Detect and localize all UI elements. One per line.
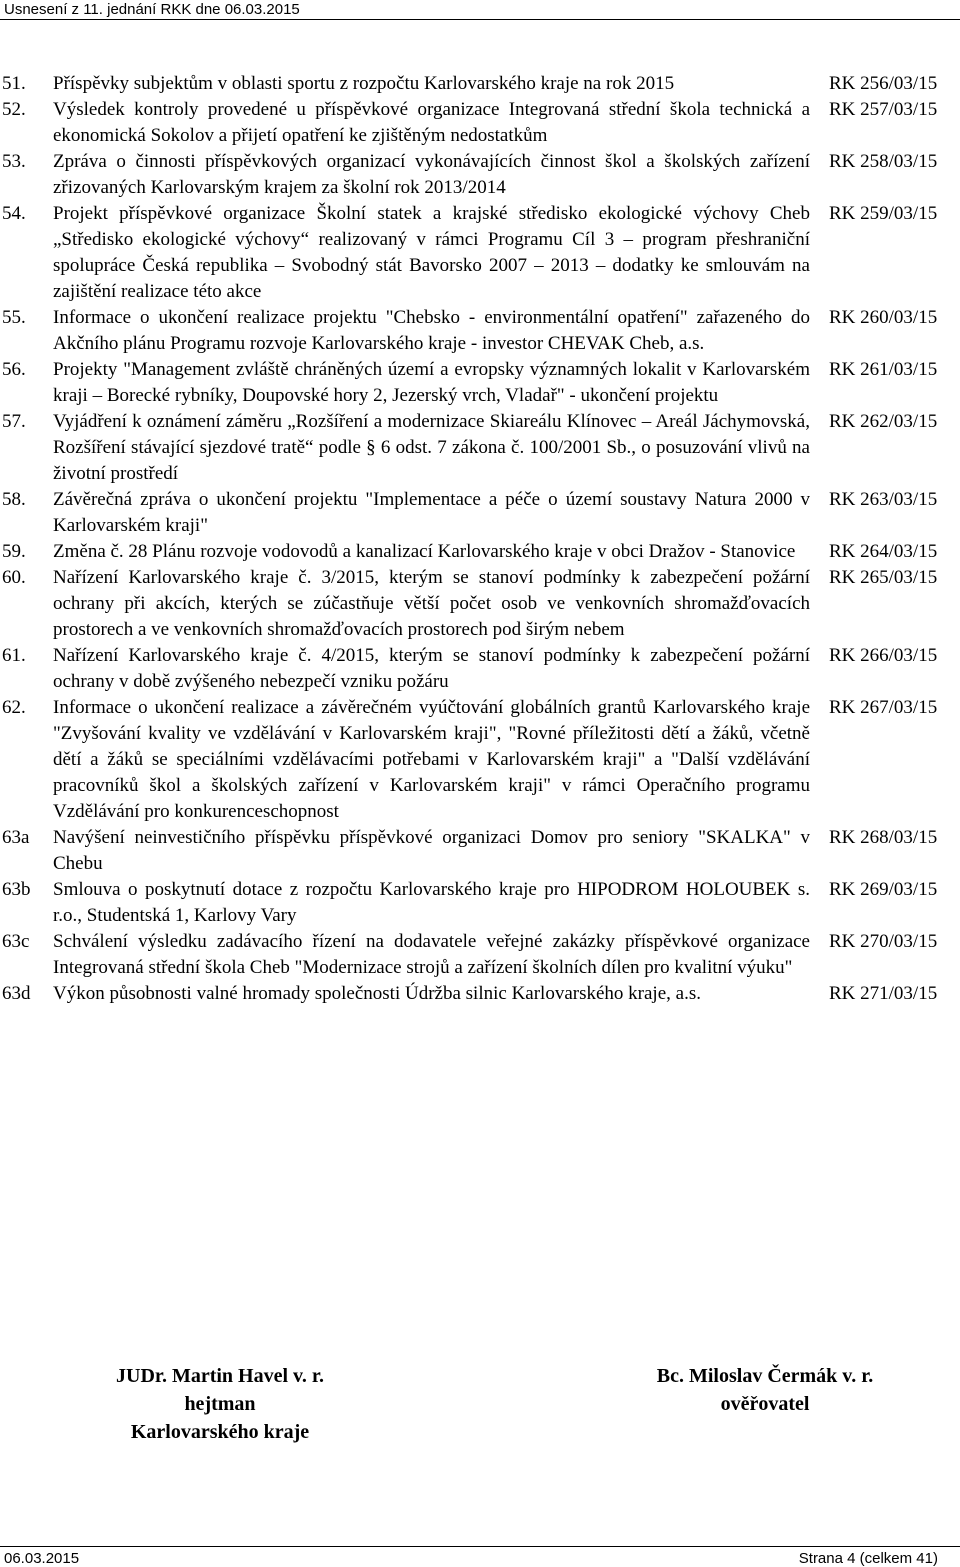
- item-title: Vyjádření k oznámení záměru „Rozšíření a modernizace Skiareálu Klínovec – Areál Jáchymovská, Rozšíření stávající sjezdové tratě“ podle § 6 odst. 7 zákona č. 100/2001 Sb., o posuzování vlivů na životní prostředí: [53, 411, 810, 484]
- resolution-item: [0, 201, 960, 305]
- item-resolution-ref: RK 266/03/15: [829, 645, 938, 666]
- item-resolution-ref: RK 269/03/15: [829, 879, 938, 900]
- signatory-name: Bc. Miloslav Čermák v. r.: [656, 1365, 874, 1387]
- resolution-item: [0, 97, 960, 149]
- item-resolution-ref: RK 263/03/15: [829, 489, 938, 510]
- item-number: 51.: [2, 73, 26, 94]
- item-number: 63a: [2, 827, 30, 848]
- signatory-name: JUDr. Martin Havel v. r.: [116, 1365, 324, 1387]
- item-title: Informace o ukončení realizace a závěrečném vyúčtování globálních grantů Karlovarského kraje "Zvyšování kvality ve vzdělávání v Karlovarském kraji", "Rovné příležitosti dětí a žáků, včetně dětí a žáků se speciálními vzdělávacími potřebami v Karlovarském kraji" a "Další vzdělávání pracovníků škol a školských zařízení v Karlovarském kraji" v rámci Operačního programu Vzdělávání pro konkurenceschopnost: [53, 697, 810, 822]
- item-resolution-ref: RK 265/03/15: [829, 567, 938, 588]
- item-number: 61.: [2, 645, 26, 666]
- item-resolution-ref: RK 260/03/15: [829, 307, 938, 328]
- signatory-role: hejtman: [184, 1393, 256, 1415]
- signature-block-left: [60, 1362, 380, 1446]
- item-title: Projekty "Management zvláště chráněných území a evropsky významných lokalit v Karlovarském kraji – Borecké rybníky, Doupovské hory 2, Jezerský vrch, Vladař" - ukončení projektu: [53, 359, 810, 406]
- item-number: 63b: [2, 879, 31, 900]
- item-number: 53.: [2, 151, 26, 172]
- item-title: Projekt příspěvkové organizace Školní statek a krajské středisko ekologické výchovy Cheb „Středisko ekologické výchovy“ realizovaný v rámci Programu Cíl 3 – program přeshraniční spolupráce Česká republika – Svobodný stát Bavorsko 2007 – 2013 – dodatky ke smlouvám na zajištění realizace této akce: [53, 203, 810, 302]
- resolution-item: [0, 877, 960, 929]
- resolution-item: [0, 929, 960, 981]
- item-title: Výsledek kontroly provedené u příspěvkové organizace Integrovaná střední škola technická a ekonomická Sokolov a přijetí opatření ke zjištěným nedostatkům: [53, 99, 810, 146]
- page-number: Strana 4 (celkem 41): [798, 1550, 938, 1567]
- item-title: Nařízení Karlovarského kraje č. 3/2015, kterým se stanoví podmínky k zabezpečení požární ochrany při akcích, kterých se zúčastňuje větší počet osob ve venkovních shromažďovacích prostorech a ve venkovních shromažďovacích prostorech pod širým nebem: [53, 567, 810, 640]
- header-title: Usnesení z 11. jednání RKK dne 06.03.2015: [4, 1, 300, 18]
- item-title: Výkon působnosti valné hromady společnosti Údržba silnic Karlovarského kraje, a.s.: [53, 983, 701, 1004]
- item-number: 59.: [2, 541, 26, 562]
- item-number: 63c: [2, 931, 30, 952]
- resolution-item: [0, 643, 960, 695]
- resolution-list: [0, 71, 960, 1007]
- page-header: [0, 0, 960, 22]
- resolution-item: [0, 305, 960, 357]
- page-footer: [0, 1538, 960, 1567]
- item-title: Změna č. 28 Plánu rozvoje vodovodů a kanalizací Karlovarského kraje v obci Dražov - Stanovice: [53, 541, 796, 562]
- resolution-item: [0, 409, 960, 487]
- item-resolution-ref: RK 264/03/15: [829, 541, 938, 562]
- item-number: 52.: [2, 99, 26, 120]
- item-resolution-ref: RK 256/03/15: [829, 73, 938, 94]
- resolution-item: [0, 981, 960, 1007]
- item-title: Navýšení neinvestičního příspěvku příspěvkové organizaci Domov pro seniory "SKALKA" v Chebu: [53, 827, 810, 874]
- resolution-item: [0, 565, 960, 643]
- item-number: 54.: [2, 203, 26, 224]
- item-title: Nařízení Karlovarského kraje č. 4/2015, kterým se stanoví podmínky k zabezpečení požární ochrany v době zvýšeného nebezpečí vzniku požáru: [53, 645, 810, 692]
- item-number: 55.: [2, 307, 26, 328]
- header-divider: [0, 19, 960, 20]
- item-title: Schválení výsledku zadávacího řízení na dodavatele veřejné zakázky příspěvkové organizace Integrovaná střední škola Cheb "Modernizace strojů a zařízení školních dílen pro kvalitní výuku": [53, 931, 810, 978]
- resolution-item: [0, 825, 960, 877]
- item-number: 56.: [2, 359, 26, 380]
- item-resolution-ref: RK 268/03/15: [829, 827, 938, 848]
- resolution-item: [0, 539, 960, 565]
- item-resolution-ref: RK 261/03/15: [829, 359, 938, 380]
- resolution-item: [0, 695, 960, 825]
- item-resolution-ref: RK 267/03/15: [829, 697, 938, 718]
- item-resolution-ref: RK 259/03/15: [829, 203, 938, 224]
- item-resolution-ref: RK 257/03/15: [829, 99, 938, 120]
- signature-block-right: [600, 1362, 930, 1418]
- item-resolution-ref: RK 258/03/15: [829, 151, 938, 172]
- item-title: Informace o ukončení realizace projektu "Chebsko - environmentální opatření" zařazeného do Akčního plánu Programu rozvoje Karlovarského kraje - investor CHEVAK Cheb, a.s.: [53, 307, 810, 354]
- item-title: Závěrečná zpráva o ukončení projektu "Implementace a péče o území soustavy Natura 2000 v Karlovarském kraji": [53, 489, 810, 536]
- item-resolution-ref: RK 262/03/15: [829, 411, 938, 432]
- signatory-organization: Karlovarského kraje: [130, 1421, 310, 1443]
- item-title: Zpráva o činnosti příspěvkových organizací vykonávajících činnost škol a školských zařízení zřizovaných Karlovarským krajem za školní rok 2013/2014: [53, 151, 810, 198]
- resolution-item: [0, 71, 960, 97]
- item-resolution-ref: RK 270/03/15: [829, 931, 938, 952]
- resolution-item: [0, 357, 960, 409]
- item-number: 58.: [2, 489, 26, 510]
- resolution-item: [0, 487, 960, 539]
- item-number: 60.: [2, 567, 26, 588]
- footer-divider: [0, 1546, 960, 1547]
- item-resolution-ref: RK 271/03/15: [829, 983, 938, 1004]
- item-number: 57.: [2, 411, 26, 432]
- signatory-role: ověřovatel: [720, 1393, 810, 1415]
- item-title: Příspěvky subjektům v oblasti sportu z rozpočtu Karlovarského kraje na rok 2015: [53, 73, 675, 94]
- item-number: 62.: [2, 697, 26, 718]
- item-number: 63d: [2, 983, 31, 1004]
- item-title: Smlouva o poskytnutí dotace z rozpočtu Karlovarského kraje pro HIPODROM HOLOUBEK s. r.o., Studentská 1, Karlovy Vary: [53, 879, 810, 926]
- footer-date: 06.03.2015: [4, 1550, 80, 1567]
- resolution-item: [0, 149, 960, 201]
